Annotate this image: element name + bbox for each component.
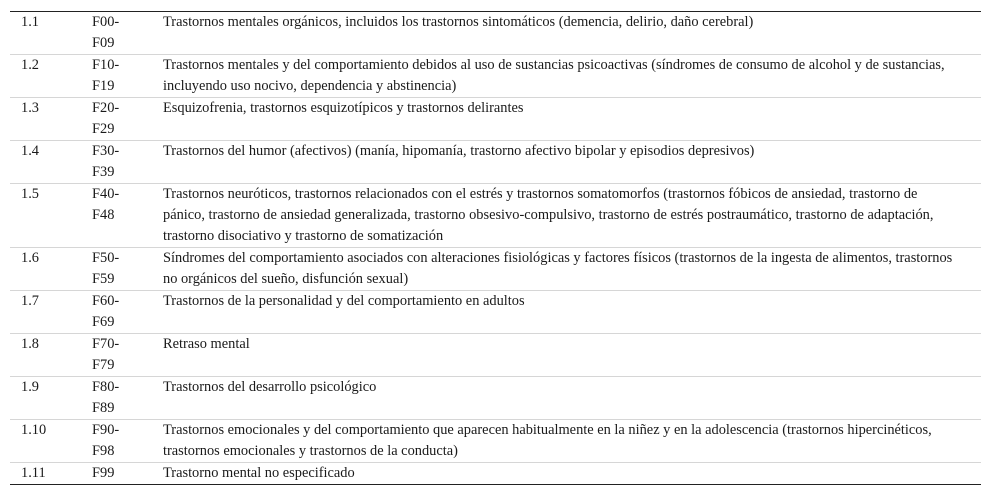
- row-description: Trastornos mentales y del comportamiento debidos al uso de sustancias psicoactivas (síndromes de consumo de alcohol y de sustancias, incluyendo uso nocivo, dependencia y abstinencia): [163, 55, 981, 98]
- row-description: Trastornos de la personalidad y del comportamiento en adultos: [163, 291, 981, 334]
- code-start: F90-: [92, 422, 120, 438]
- code-start: F20-: [92, 100, 120, 116]
- table-row: [10, 248, 981, 291]
- code-start: F70-: [92, 336, 120, 352]
- table-row: [10, 463, 981, 485]
- code-end: F48: [92, 207, 115, 223]
- code-end: F98: [92, 443, 115, 459]
- table-row: [10, 334, 981, 377]
- table-body: [10, 12, 981, 485]
- row-code: [92, 463, 163, 485]
- code-end: F79: [92, 357, 115, 373]
- code-end: F39: [92, 164, 115, 180]
- row-description: Trastornos mentales orgánicos, incluidos los trastornos sintomáticos (demencia, delirio, daño cerebral): [163, 12, 981, 55]
- row-description: Trastornos del desarrollo psicológico: [163, 377, 981, 420]
- row-code: [92, 420, 163, 463]
- code-end: F69: [92, 314, 115, 330]
- row-description: Trastornos emocionales y del comportamiento que aparecen habitualmente en la niñez y en la adolescencia (trastornos hipercinéticos, trastornos emocionales y trastornos de la conducta): [163, 420, 981, 463]
- row-description: Síndromes del comportamiento asociados con alteraciones fisiológicas y factores físicos (trastornos de la ingesta de alimentos, trastornos no orgánicos del sueño, disfunción sexual): [163, 248, 981, 291]
- row-description: Retraso mental: [163, 334, 981, 377]
- table-row: [10, 420, 981, 463]
- row-code: [92, 98, 163, 141]
- row-number: 1.8: [10, 334, 92, 377]
- table-row: [10, 12, 981, 55]
- table-row: [10, 55, 981, 98]
- row-description: Trastornos del humor (afectivos) (manía, hipomanía, trastorno afectivo bipolar y episodios depresivos): [163, 141, 981, 184]
- row-description: Trastorno mental no especificado: [163, 465, 355, 481]
- row-code: [92, 248, 163, 291]
- code-start: F80-: [92, 379, 120, 395]
- row-code: [92, 12, 163, 55]
- table-row: [10, 291, 981, 334]
- code-start: F60-: [92, 293, 120, 309]
- classification-table-container: [10, 11, 981, 485]
- table-row: [10, 377, 981, 420]
- row-number: 1.9: [10, 377, 92, 420]
- row-code: [92, 377, 163, 420]
- table-row: [10, 98, 981, 141]
- row-number: 1.6: [10, 248, 92, 291]
- row-number: 1.7: [10, 291, 92, 334]
- row-number: 1.11: [21, 465, 46, 481]
- row-code: [92, 334, 163, 377]
- code-start: F50-: [92, 250, 120, 266]
- row-number: 1.10: [10, 420, 92, 463]
- row-number: 1.2: [10, 55, 92, 98]
- row-code: [92, 184, 163, 248]
- table-row: [10, 184, 981, 248]
- row-number: 1.4: [10, 141, 92, 184]
- row-description: Trastornos neuróticos, trastornos relacionados con el estrés y trastornos somatomorfos (trastornos fóbicos de ansiedad, trastorno de pánico, trastorno de ansiedad generalizada, trastorno obsesivo-compulsivo, trastorno de estrés postraumático, trastorno de adaptación, trastorno disociativo y trastorno de somatización: [163, 184, 981, 248]
- row-number: 1.5: [10, 184, 92, 248]
- row-description: Esquizofrenia, trastornos esquizotípicos y trastornos delirantes: [163, 98, 981, 141]
- code-end: F59: [92, 271, 115, 287]
- code-start: F30-: [92, 143, 120, 159]
- icd10-classification-table: [10, 11, 981, 485]
- row-code: [92, 291, 163, 334]
- code-start: F99: [92, 465, 115, 481]
- code-end: F09: [92, 35, 115, 51]
- table-row: [10, 141, 981, 184]
- code-start: F00-: [92, 14, 120, 30]
- code-end: F19: [92, 78, 115, 94]
- row-code: [92, 141, 163, 184]
- row-number: 1.3: [10, 98, 92, 141]
- code-end: F89: [92, 400, 115, 416]
- code-start: F40-: [92, 186, 120, 202]
- row-number: 1.1: [10, 12, 92, 55]
- code-end: F29: [92, 121, 115, 137]
- row-code: [92, 55, 163, 98]
- code-start: F10-: [92, 57, 120, 73]
